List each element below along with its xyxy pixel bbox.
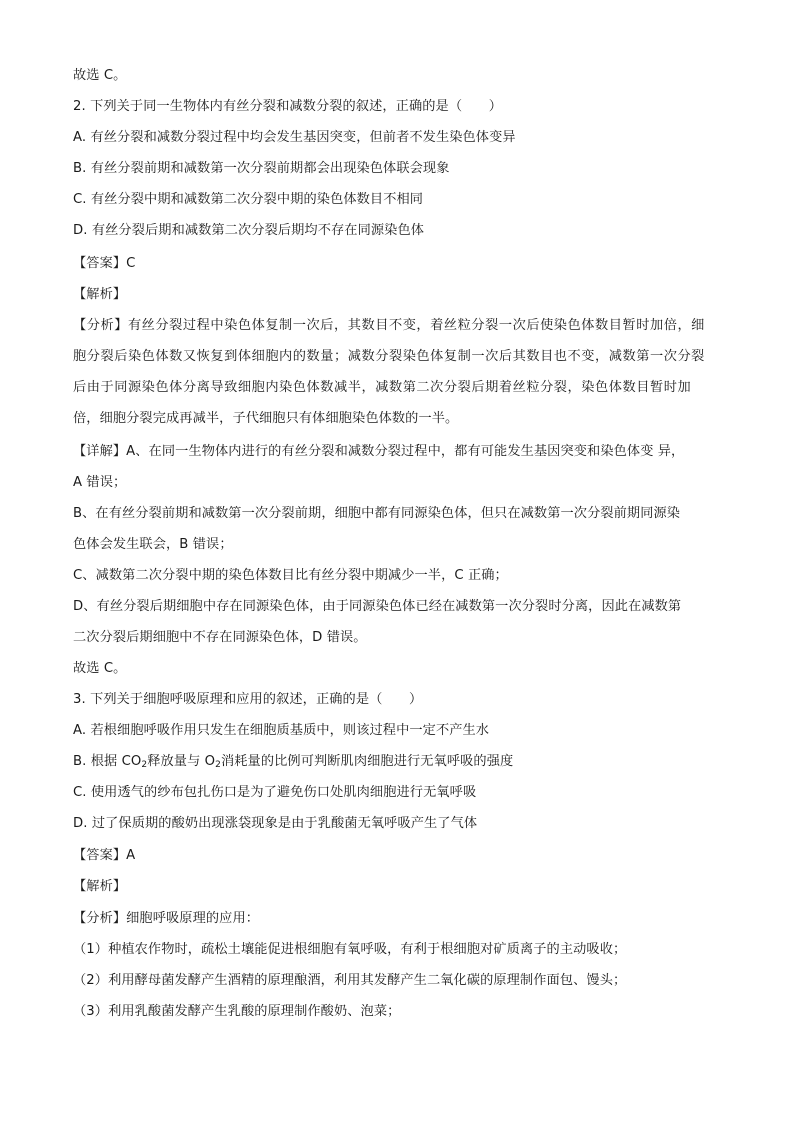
question-3-analysis-heading: 【解析】: [73, 879, 127, 894]
question-2-analysis-line-1: 【分析】有丝分裂过程中染色体复制一次后，其数目不变，着丝粒分裂一次后使染色体数目暂时加倍，细: [73, 318, 705, 333]
o2-subscript: 2: [215, 760, 221, 770]
co2-subscript: 2: [141, 760, 148, 770]
conclusion-line: 故选 C。: [73, 68, 127, 83]
question-2-analysis-line-4: 倍，细胞分裂完成再减半，子代细胞只有体细胞染色体数的一半。: [73, 411, 459, 426]
question-2-option-d: D. 有丝分裂后期和减数第二次分裂后期均不存在同源染色体: [73, 223, 425, 238]
question-2-option-c: C. 有丝分裂中期和减数第二次分裂中期的染色体数目不相同: [73, 192, 424, 207]
option-b-middle: 释放量与 O: [147, 754, 216, 769]
option-b-prefix: B. 根据 CO: [73, 754, 142, 769]
question-3-point-1: （1）种植农作物时，疏松土壤能促进根细胞有氧呼吸，有利于根细胞对矿质离子的主动吸收；: [73, 942, 627, 957]
question-2-option-b: B. 有丝分裂前期和减数第一次分裂前期都会出现染色体联会现象: [73, 161, 450, 176]
question-2-conclusion: 故选 C。: [73, 661, 127, 676]
question-3-analysis-intro: 【分析】细胞呼吸原理的应用：: [73, 911, 260, 926]
question-2-detail-line-1: 【详解】A、在同一生物体内进行的有丝分裂和减数分裂过程中，都有可能发生基因突变和染色体变 异，: [73, 444, 685, 459]
question-2-option-a: A. 有丝分裂和减数分裂过程中均会发生基因突变，但前者不发生染色体变异: [73, 130, 516, 145]
question-3-point-2: （2）利用酵母菌发酵产生酒精的原理酿酒，利用其发酵产生二氧化碳的原理制作面包、馒头；: [73, 973, 627, 988]
question-2-analysis-line-2: 胞分裂后染色体数又恢复到体细胞内的数量；减数分裂染色体复制一次后其数目也不变，减数第一次分裂: [73, 349, 705, 364]
question-3-stem: 3. 下列关于细胞呼吸原理和应用的叙述，正确的是（ ）: [73, 692, 423, 707]
question-2-detail-line-2: A 错误；: [73, 475, 127, 490]
question-3-option-b: [73, 753, 513, 771]
question-2-answer: 【答案】C: [73, 256, 136, 271]
question-2-detail-line-5: C、减数第二次分裂中期的染色体数目比有丝分裂中期减少一半，C 正确；: [73, 568, 508, 583]
question-3-option-d: D. 过了保质期的酸奶出现涨袋现象是由于乳酸菌无氧呼吸产生了气体: [73, 816, 478, 831]
question-3-option-a: A. 若根细胞呼吸作用只发生在细胞质基质中，则该过程中一定不产生水: [73, 723, 490, 738]
question-2-detail-line-6: D、有丝分裂后期细胞中存在同源染色体，由于同源染色体已经在减数第一次分裂时分离，因此在减数第: [73, 599, 682, 614]
question-3-answer: 【答案】A: [73, 848, 136, 863]
question-3-option-c: C. 使用透气的纱布包扎伤口是为了避免伤口处肌肉细胞进行无氧呼吸: [73, 785, 477, 800]
question-2-analysis-line-3: 后由于同源染色体分离导致细胞内染色体数减半，减数第二次分裂后期着丝粒分裂，染色体数目暂时加: [73, 380, 692, 395]
question-2-detail-line-4: 色体会发生联会，B 错误；: [73, 537, 233, 552]
question-2-analysis-heading: 【解析】: [73, 287, 127, 302]
question-2-stem: 2. 下列关于同一生物体内有丝分裂和减数分裂的叙述，正确的是（ ）: [73, 99, 502, 114]
question-2-detail-line-3: B、在有丝分裂前期和减数第一次分裂前期，细胞中都有同源染色体，但只在减数第一次分裂前期同源染: [73, 506, 681, 521]
option-b-suffix: 消耗量的比例可判断肌肉细胞进行无氧呼吸的强度: [220, 754, 514, 769]
question-3-point-3: （3）利用乳酸菌发酵产生乳酸的原理制作酸奶、泡菜；: [73, 1004, 401, 1019]
question-2-detail-line-7: 二次分裂后期细胞中不存在同源染色体，D 错误。: [73, 630, 367, 645]
